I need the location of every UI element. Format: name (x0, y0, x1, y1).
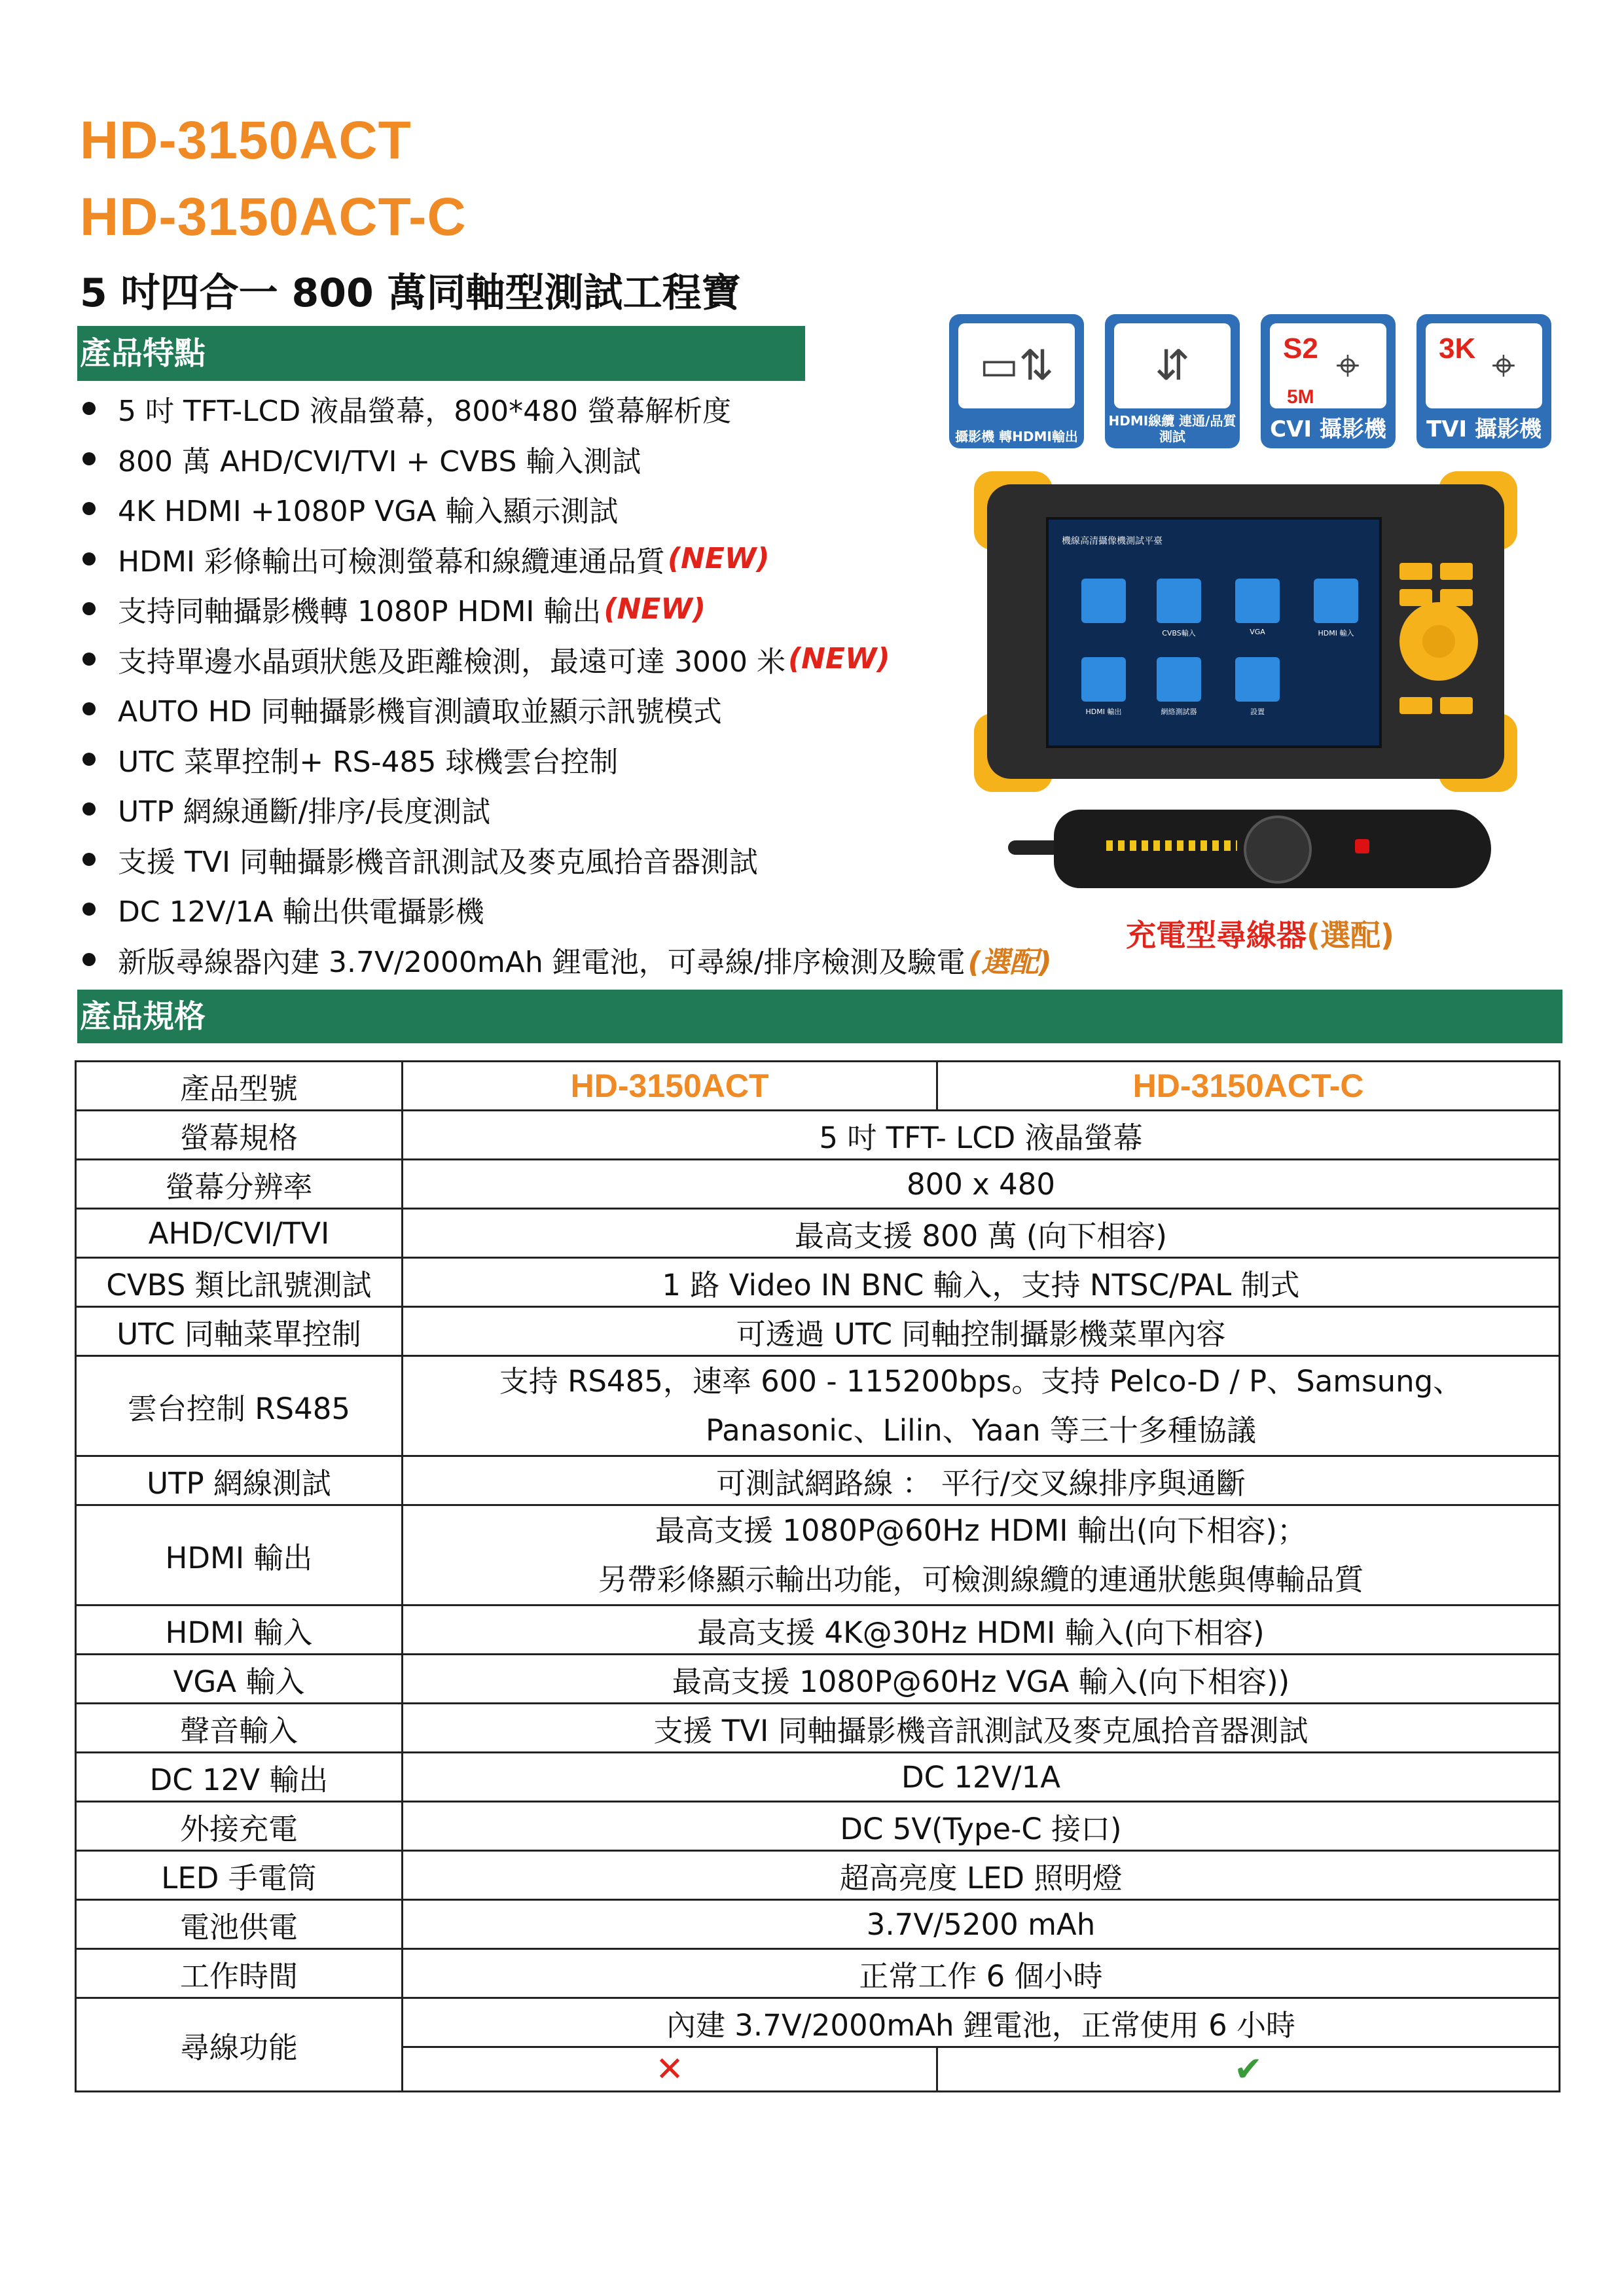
cvi-camera-icon: S2 5M ⌖ CVI 攝影機 (1261, 314, 1396, 448)
spec-value-line: Panasonic、Lilin、Yaan 等三十多種協議 (706, 1413, 1256, 1448)
spec-header-model-2: HD-3150ACT-C (937, 1062, 1560, 1111)
spec-value-line: 可測試網路線 ： 平行/交叉線排序與通斷 (716, 1465, 1246, 1501)
feature-item (77, 935, 1190, 985)
spec-value (403, 1605, 1560, 1655)
spec-header-row (76, 1062, 1560, 1111)
spec-value (403, 1356, 1560, 1456)
bullet-icon (82, 903, 96, 916)
spec-row (76, 1160, 1560, 1209)
feature-text: 新版尋線器內建 3.7V/2000mAh 鋰電池，可尋線/排序檢測及驗電 (118, 945, 965, 979)
spec-row (76, 1356, 1560, 1456)
spec-value-line: 正常工作 6 個小時 (859, 1958, 1103, 1994)
spec-value (403, 1505, 1560, 1605)
spec-row-tracer (76, 1998, 1560, 2047)
screen-title: 機線高清攝像機測試平臺 (1062, 536, 1163, 547)
spec-value-line: 支援 TVI 同軸攝影機音訊測試及麥克風拾音器測試 (653, 1713, 1308, 1748)
icon-label: CVI 攝影機 (1270, 416, 1386, 442)
bullet-icon (82, 802, 96, 816)
probe-caption-main: 充電型尋線器 (1126, 918, 1307, 953)
bullet-icon (82, 602, 96, 615)
spec-value: 內建 3.7V/2000mAh 鋰電池，正常使用 6 小時 (403, 1998, 1560, 2047)
spec-value (403, 1307, 1560, 1356)
model-name-secondary: HD-3150ACT-C (80, 187, 467, 247)
tile-label: VGA (1250, 628, 1265, 636)
specs-section-title: 產品規格 (77, 990, 1562, 1043)
feature-tag: (選配) (967, 945, 1052, 979)
spec-value (403, 1802, 1560, 1851)
probe-caption (1126, 912, 1394, 955)
icon-tag-secondary: 5M (1287, 386, 1314, 408)
spec-value (403, 1209, 1560, 1258)
spec-header-model-1: HD-3150ACT (403, 1062, 937, 1111)
tile-label: CVBS輸入 (1162, 629, 1196, 637)
bullet-icon (82, 753, 96, 766)
spec-row (76, 1258, 1560, 1307)
camera-to-hdmi-icon: ▭⇅ 攝影機 轉HDMI輸出 (949, 314, 1084, 448)
features-section-title: 產品特點 (77, 326, 805, 381)
spec-value (403, 1456, 1560, 1505)
spec-label: HDMI 輸出 (76, 1505, 403, 1605)
spec-value-line: 另帶彩條顯示輸出功能，可檢測線纜的連通狀態與傳輸品質 (598, 1562, 1364, 1597)
spec-value-line: 5 吋 TFT- LCD 液晶螢幕 (819, 1120, 1143, 1155)
spec-row (76, 1505, 1560, 1605)
spec-value (403, 1111, 1560, 1160)
spec-label: 工作時間 (76, 1949, 403, 1998)
bullet-icon (82, 402, 96, 415)
check-icon: ✔ (937, 2047, 1560, 2092)
spec-table (75, 1060, 1561, 2092)
spec-label: DC 12V 輸出 (76, 1753, 403, 1802)
spec-value-line: 3.7V/5200 mAh (866, 1907, 1096, 1942)
feature-text: UTP 網線通斷/排序/長度測試 (118, 795, 491, 829)
spec-label: 外接充電 (76, 1802, 403, 1851)
spec-label: HDMI 輸入 (76, 1605, 403, 1655)
spec-row (76, 1704, 1560, 1753)
spec-value-line: 1 路 Video IN BNC 輸入，支持 NTSC/PAL 制式 (662, 1267, 1300, 1302)
bullet-icon (82, 702, 96, 715)
spec-value-line: 可透過 UTC 同軸控制攝影機菜單內容 (736, 1316, 1226, 1352)
spec-value (403, 1900, 1560, 1949)
tile-label: HDMI 輸入 (1318, 629, 1354, 637)
spec-label: AHD/CVI/TVI (76, 1209, 403, 1258)
spec-label: UTC 同軸菜單控制 (76, 1307, 403, 1356)
icon-tag: S2 (1283, 332, 1318, 365)
spec-row (76, 1802, 1560, 1851)
spec-value-line: 支持 RS485，速率 600 - 115200bps。支持 Pelco-D / P、Samsung、 (499, 1364, 1463, 1399)
spec-row (76, 1456, 1560, 1505)
icon-tag: 3K (1439, 332, 1476, 365)
spec-value-line: DC 5V(Type-C 接口) (840, 1811, 1122, 1846)
spec-row (76, 1307, 1560, 1356)
feature-icons (949, 314, 1558, 448)
spec-label: 聲音輸入 (76, 1704, 403, 1753)
spec-value (403, 1258, 1560, 1307)
device-screen (1046, 517, 1382, 748)
feature-text: DC 12V/1A 輸出供電攝影機 (118, 895, 484, 929)
spec-value-line: 最高支援 800 萬 (向下相容) (795, 1218, 1167, 1253)
spec-value-line: 最高支援 4K@30Hz HDMI 輸入(向下相容) (697, 1615, 1265, 1650)
spec-value (403, 1753, 1560, 1802)
spec-value (403, 1949, 1560, 1998)
spec-label: UTP 網線測試 (76, 1456, 403, 1505)
spec-row (76, 1900, 1560, 1949)
dpad-control (1399, 602, 1478, 681)
product-subtitle: 5 吋四合一 800 萬同軸型測試工程寶 (80, 270, 741, 316)
spec-value (403, 1655, 1560, 1704)
spec-row (76, 1851, 1560, 1900)
tile-label: 設置 (1250, 708, 1265, 716)
spec-value-line: DC 12V/1A (901, 1759, 1060, 1795)
feature-item (77, 884, 1190, 935)
spec-label: 電池供電 (76, 1900, 403, 1949)
spec-value-line: 超高亮度 LED 照明燈 (839, 1860, 1123, 1895)
spec-value-line: 最高支援 1080P@60Hz HDMI 輸出(向下相容)； (655, 1513, 1307, 1548)
feature-text: 4K HDMI +1080P VGA 輸入顯示測試 (118, 495, 619, 529)
tile-label: HDMI 輸出 (1085, 708, 1122, 716)
feature-text: HDMI 彩條輸出可檢測螢幕和線纜連通品質 (118, 545, 665, 579)
feature-text: 800 萬 AHD/CVI/TVI + CVBS 輸入測試 (118, 444, 641, 478)
spec-header-label: 產品型號 (76, 1062, 403, 1111)
feature-text: 支持同軸攝影機轉 1080P HDMI 輸出 (118, 595, 602, 629)
bullet-icon (82, 552, 96, 565)
icon-label: HDMI線纜 連通/品質測試 (1108, 413, 1236, 444)
tester-device-image (974, 471, 1517, 792)
model-name-primary: HD-3150ACT (80, 111, 412, 170)
probe-caption-optional: (選配) (1307, 918, 1395, 953)
feature-text: 支持單邊水晶頭狀態及距離檢測，最遠可達 3000 米 (118, 645, 785, 679)
spec-row (76, 1949, 1560, 1998)
spec-value (403, 1704, 1560, 1753)
tile-label: 網絡測試器 (1161, 708, 1197, 716)
feature-tag: (NEW) (787, 642, 890, 676)
spec-row (76, 1111, 1560, 1160)
spec-label: 尋線功能 (76, 1998, 403, 2092)
spec-label: 雲台控制 RS485 (76, 1356, 403, 1456)
bullet-icon (82, 653, 96, 666)
spec-label: CVBS 類比訊號測試 (76, 1258, 403, 1307)
tvi-camera-icon: 3K ⌖ TVI 攝影機 (1416, 314, 1551, 448)
feature-text: 支援 TVI 同軸攝影機音訊測試及麥克風拾音器測試 (118, 845, 758, 879)
feature-tag: (NEW) (604, 592, 706, 626)
spec-label: 螢幕分辨率 (76, 1160, 403, 1209)
cross-icon: ✕ (403, 2047, 937, 2092)
spec-row (76, 1753, 1560, 1802)
spec-value (403, 1160, 1560, 1209)
feature-tag: (NEW) (667, 542, 770, 576)
spec-value-line: 最高支援 1080P@60Hz VGA 輸入(向下相容)) (672, 1664, 1290, 1699)
spec-label: VGA 輸入 (76, 1655, 403, 1704)
feature-text: 5 吋 TFT-LCD 液晶螢幕，800*480 螢幕解析度 (118, 395, 732, 429)
feature-text: AUTO HD 同軸攝影機盲測讀取並顯示訊號模式 (118, 695, 722, 729)
spec-row (76, 1655, 1560, 1704)
spec-label: LED 手電筒 (76, 1851, 403, 1900)
spec-value-line: 800 x 480 (906, 1166, 1056, 1202)
spec-label: 螢幕規格 (76, 1111, 403, 1160)
icon-label: 攝影機 轉HDMI輸出 (955, 429, 1078, 444)
tracer-probe-image (1008, 806, 1492, 891)
icon-label: TVI 攝影機 (1426, 416, 1542, 442)
feature-text: UTC 菜單控制+ RS-485 球機雲台控制 (118, 745, 619, 779)
bullet-icon (82, 953, 96, 966)
bullet-icon (82, 502, 96, 515)
spec-row (76, 1209, 1560, 1258)
bullet-icon (82, 853, 96, 866)
hdmi-cable-test-icon: ⇵ HDMI線纜 連通/品質測試 (1105, 314, 1240, 448)
spec-row (76, 1605, 1560, 1655)
bullet-icon (82, 452, 96, 465)
spec-value (403, 1851, 1560, 1900)
